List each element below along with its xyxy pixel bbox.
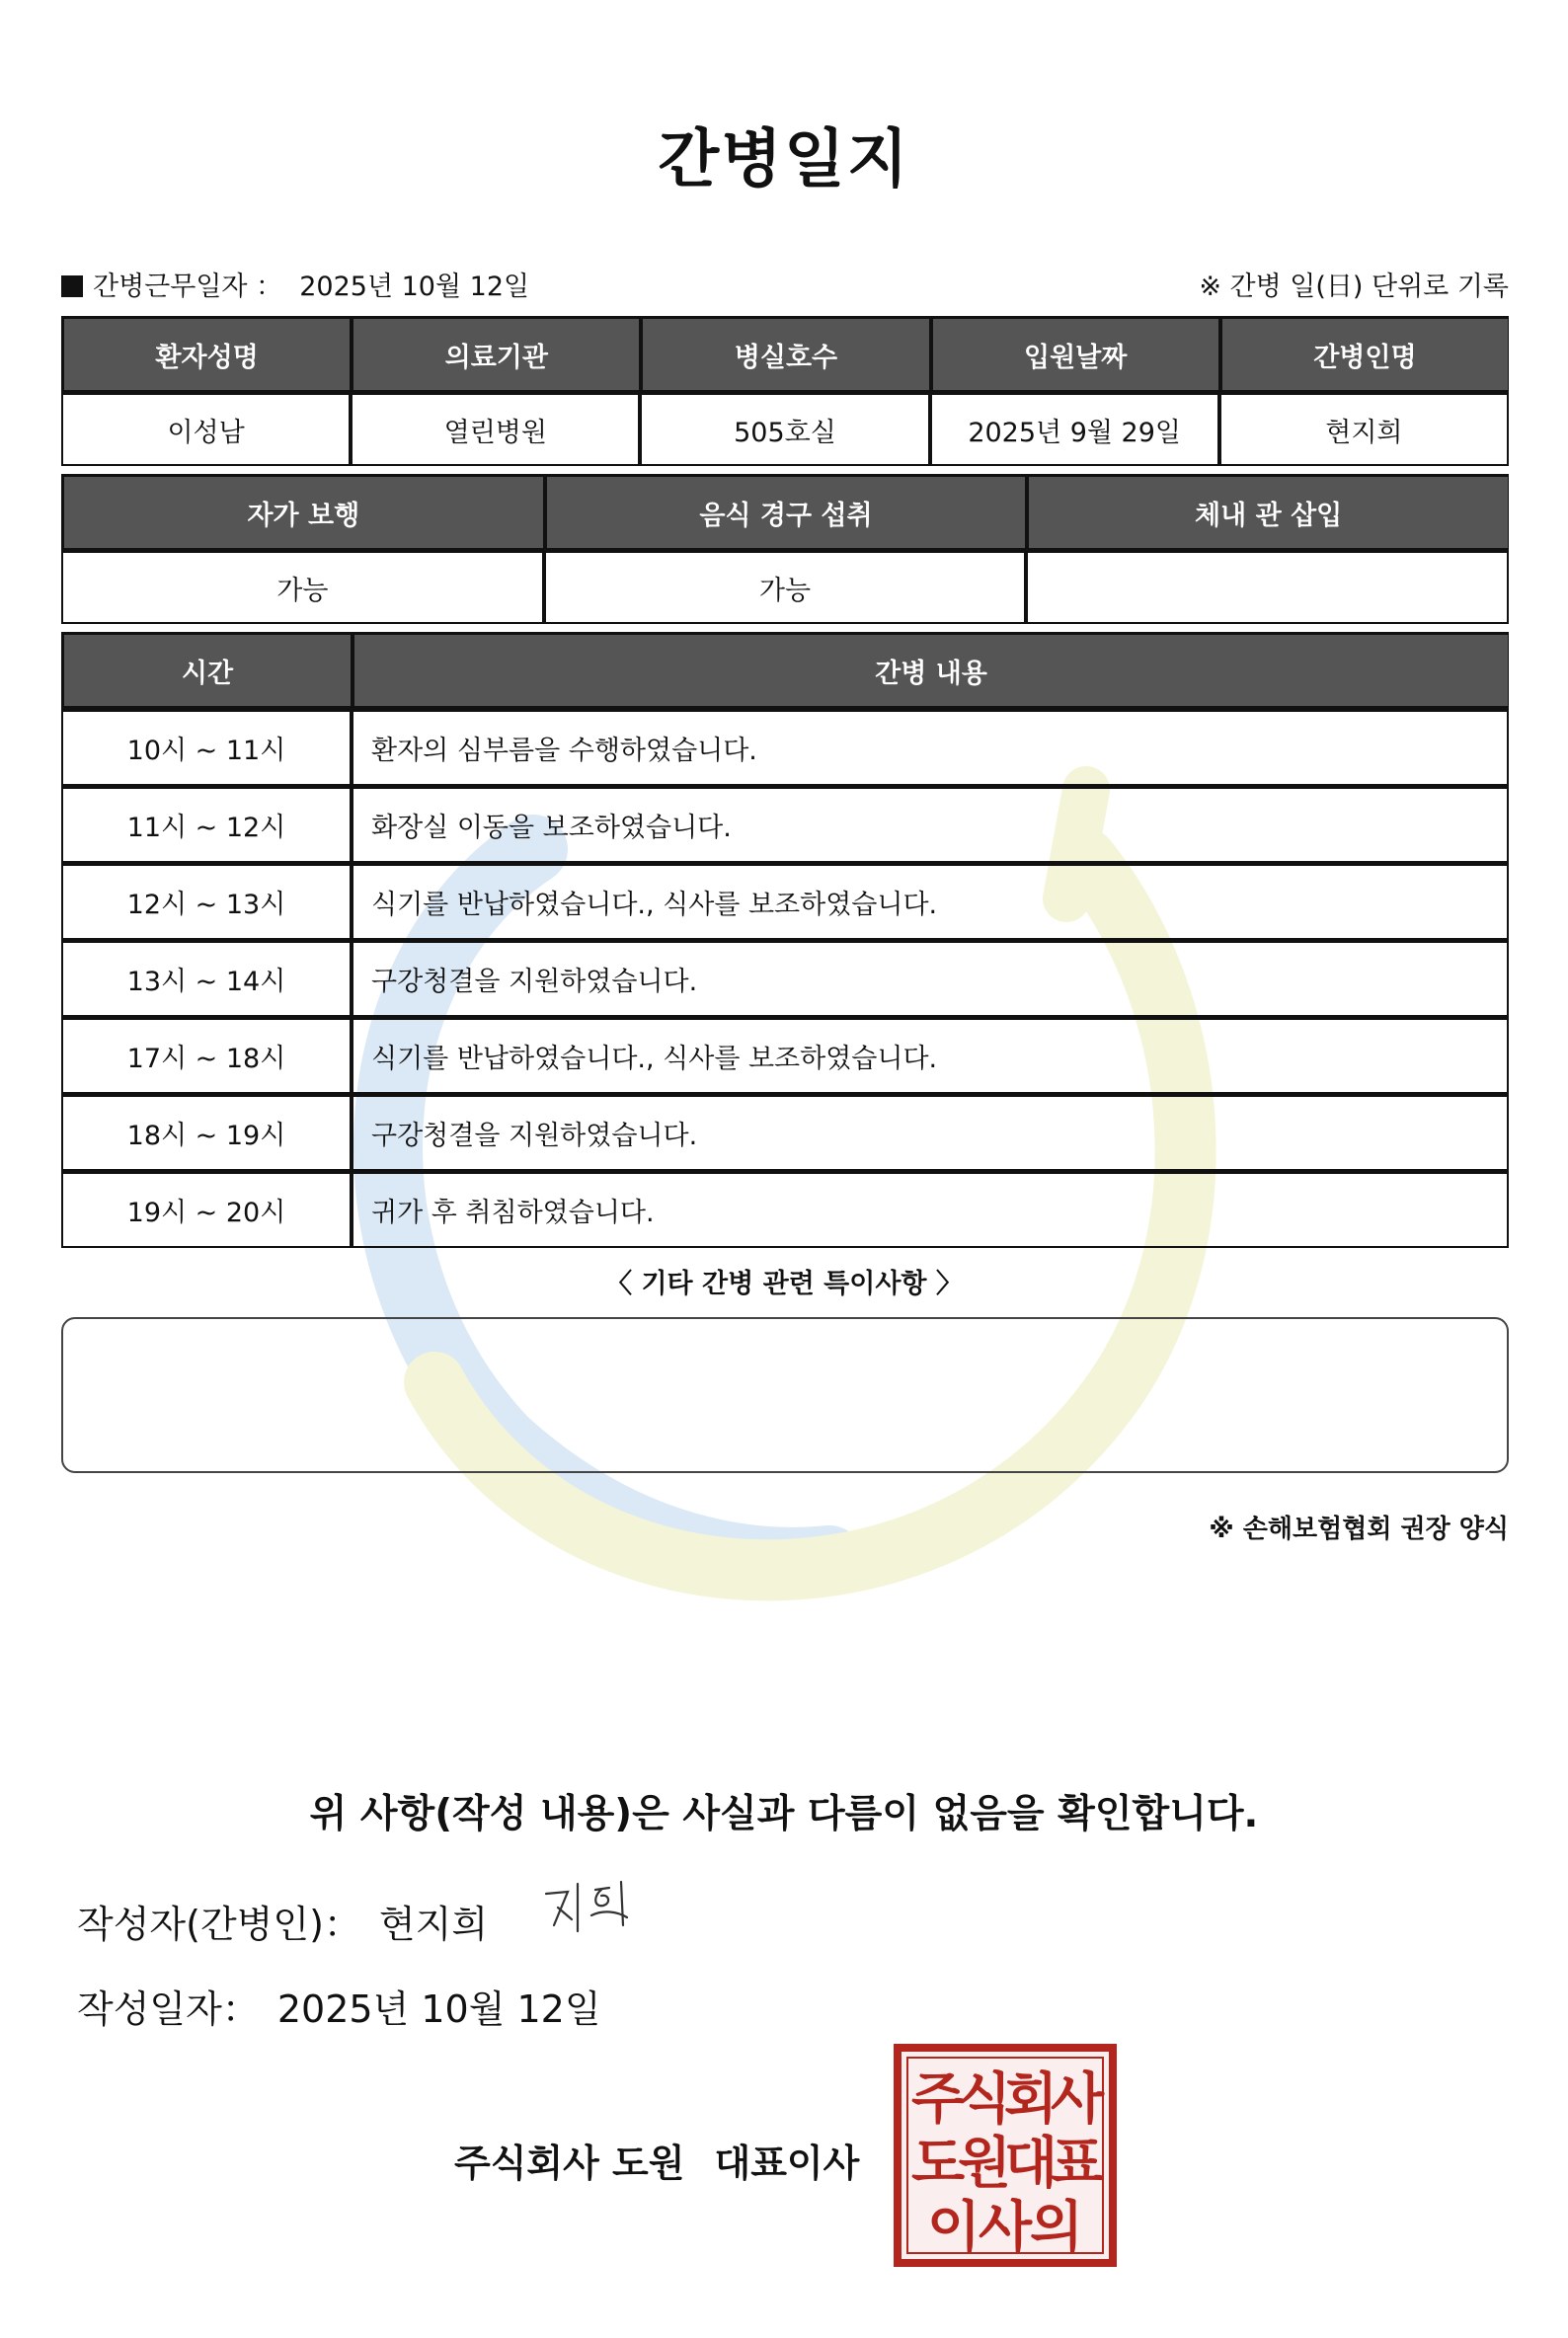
writer-line — [77, 1894, 488, 1948]
patient-info-table — [61, 316, 1509, 466]
meta-row — [61, 265, 1509, 300]
header-caregiver: 간병인명 — [1219, 316, 1509, 393]
seal-char: 도 — [910, 2132, 966, 2196]
status-header-row — [61, 474, 1509, 551]
work-date-line — [61, 265, 529, 303]
time-cell: 12시 ~ 13시 — [61, 863, 352, 940]
care-log-header-row — [61, 632, 1509, 709]
header-time: 시간 — [61, 632, 352, 709]
write-date-label: 작성일자： — [77, 1987, 260, 2031]
remarks-title: 〈 기타 간병 관련 특이사항 〉 — [605, 1269, 963, 1299]
header-admission-date: 입원날짜 — [930, 316, 1219, 393]
table-row — [61, 863, 1509, 940]
table-row — [61, 709, 1509, 786]
table-row — [61, 940, 1509, 1017]
document-title: 간병일지 — [658, 123, 910, 196]
patient-value-row — [61, 393, 1509, 466]
time-cell: 11시 ~ 12시 — [61, 786, 352, 863]
time-cell: 18시 ~ 19시 — [61, 1094, 352, 1171]
seal-char: 대 — [1003, 2132, 1058, 2196]
hospital-name: 열린병원 — [351, 393, 640, 466]
care-content-cell: 식기를 반납하였습니다., 식사를 보조하였습니다. — [352, 1017, 1509, 1094]
care-content-cell: 귀가 후 취침하였습니다. — [352, 1171, 1509, 1248]
form-source-note: ※ 손해보험협회 권장 양식 — [1209, 1515, 1509, 1544]
table-row — [61, 1017, 1509, 1094]
header-care-content: 간병 내용 — [352, 632, 1509, 709]
care-log-table — [61, 632, 1509, 1248]
time-cell: 19시 ~ 20시 — [61, 1171, 352, 1248]
room-number: 505호실 — [640, 393, 929, 466]
self-walking-value: 가능 — [61, 551, 544, 624]
header-self-walking: 자가 보행 — [61, 474, 544, 551]
table-row — [61, 1171, 1509, 1248]
company-line — [454, 2133, 859, 2187]
seal-char: 식 — [957, 2067, 1012, 2132]
oral-intake-value: 가능 — [544, 551, 1027, 624]
patient-status-table — [61, 474, 1509, 624]
seal-char: 원 — [957, 2132, 1012, 2196]
work-date-label: 간병근무일자 ： — [93, 272, 283, 302]
seal-char: 사 — [1050, 2067, 1105, 2132]
header-patient-name: 환자성명 — [61, 316, 351, 393]
seal-char: 의 — [1029, 2196, 1084, 2260]
care-content-cell: 환자의 심부름을 수행하였습니다. — [352, 709, 1509, 786]
writer-name: 현지희 — [378, 1903, 489, 1946]
write-date-line — [77, 1979, 601, 2033]
black-square-icon — [61, 275, 83, 297]
seal-char: 이 — [926, 2196, 981, 2260]
admission-date: 2025년 9월 29일 — [930, 393, 1219, 466]
unit-note: ※ 간병 일(日) 단위로 기록 — [1199, 272, 1509, 302]
care-content-cell: 구강청결을 지원하였습니다. — [352, 1094, 1509, 1171]
header-hospital: 의료기관 — [351, 316, 640, 393]
time-cell: 10시 ~ 11시 — [61, 709, 352, 786]
work-date-value: 2025년 10월 12일 — [299, 272, 530, 302]
header-room: 병실호수 — [640, 316, 929, 393]
confirmation-statement: 위 사항(작성 내용)은 사실과 다름이 없음을 확인합니다. — [309, 1792, 1259, 1836]
header-tube-insertion: 체내 관 삽입 — [1026, 474, 1509, 551]
care-content-cell: 구강청결을 지원하였습니다. — [352, 940, 1509, 1017]
writer-label: 작성자(간병인)： — [77, 1903, 361, 1946]
table-row — [61, 786, 1509, 863]
care-content-cell: 식기를 반납하였습니다., 식사를 보조하였습니다. — [352, 863, 1509, 940]
seal-char: 표 — [1050, 2132, 1105, 2196]
header-oral-intake: 음식 경구 섭취 — [544, 474, 1027, 551]
remarks-box — [61, 1317, 1509, 1473]
write-date-value: 2025년 10월 12일 — [276, 1987, 601, 2031]
table-row — [61, 1094, 1509, 1171]
company-role: 대표이사 — [714, 2142, 860, 2185]
company-name: 주식회사 도원 — [454, 2142, 685, 2185]
seal-char: 주 — [910, 2067, 966, 2132]
time-cell: 13시 ~ 14시 — [61, 940, 352, 1017]
patient-name: 이성남 — [61, 393, 351, 466]
company-seal-stamp — [894, 2044, 1117, 2267]
patient-header-row — [61, 316, 1509, 393]
seal-char: 사 — [978, 2196, 1033, 2260]
status-value-row — [61, 551, 1509, 624]
handwritten-signature — [538, 1876, 647, 1945]
tube-insertion-value — [1026, 551, 1509, 624]
seal-char: 회 — [1003, 2067, 1058, 2132]
time-cell: 17시 ~ 18시 — [61, 1017, 352, 1094]
care-content-cell: 화장실 이동을 보조하였습니다. — [352, 786, 1509, 863]
caregiver-name: 현지희 — [1219, 393, 1509, 466]
